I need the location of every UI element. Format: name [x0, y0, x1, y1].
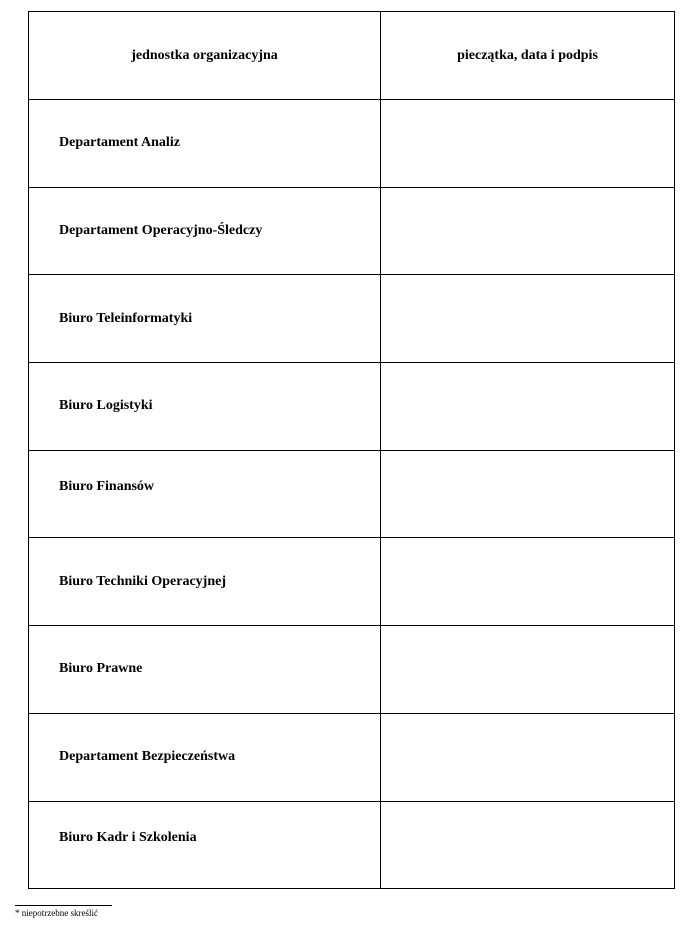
signature-field[interactable]	[381, 713, 675, 801]
table-row	[29, 801, 675, 889]
unit-name-cell	[29, 450, 381, 538]
approval-table	[28, 11, 675, 889]
table-row	[29, 363, 675, 451]
unit-name: Departament Analiz	[59, 135, 180, 151]
unit-name: Departament Operacyjno-Śledczy	[59, 223, 263, 239]
table-row	[29, 538, 675, 626]
unit-name: Biuro Finansów	[59, 479, 155, 495]
signature-field[interactable]	[381, 100, 675, 188]
unit-name-cell	[29, 801, 381, 889]
table-row	[29, 187, 675, 275]
signature-field[interactable]	[381, 801, 675, 889]
unit-name-cell	[29, 187, 381, 275]
unit-name: Biuro Kadr i Szkolenia	[59, 829, 197, 845]
footnote-divider	[15, 905, 112, 906]
table-row	[29, 713, 675, 801]
table-row	[29, 626, 675, 714]
signature-field[interactable]	[381, 450, 675, 538]
signature-column-header: pieczątka, data i podpis	[381, 12, 675, 100]
unit-name: Biuro Techniki Operacyjnej	[59, 573, 226, 589]
unit-name-cell	[29, 275, 381, 363]
unit-name: Biuro Teleinformatyki	[59, 310, 193, 326]
unit-name: Biuro Logistyki	[59, 398, 153, 414]
table-row	[29, 450, 675, 538]
unit-name: Biuro Prawne	[59, 661, 143, 677]
table-header-row	[29, 12, 675, 100]
unit-column-header: jednostka organizacyjna	[29, 12, 381, 100]
unit-name-cell	[29, 626, 381, 714]
unit-name-cell	[29, 713, 381, 801]
signature-field[interactable]	[381, 275, 675, 363]
signature-field[interactable]	[381, 363, 675, 451]
signature-field[interactable]	[381, 187, 675, 275]
signature-field[interactable]	[381, 538, 675, 626]
unit-name-cell	[29, 538, 381, 626]
unit-name-cell	[29, 100, 381, 188]
table-row	[29, 275, 675, 363]
signature-field[interactable]	[381, 626, 675, 714]
unit-name-cell	[29, 363, 381, 451]
table-row	[29, 100, 675, 188]
footnote: * niepotrzebne skreślić	[15, 908, 98, 918]
unit-name: Departament Bezpieczeństwa	[59, 749, 236, 765]
